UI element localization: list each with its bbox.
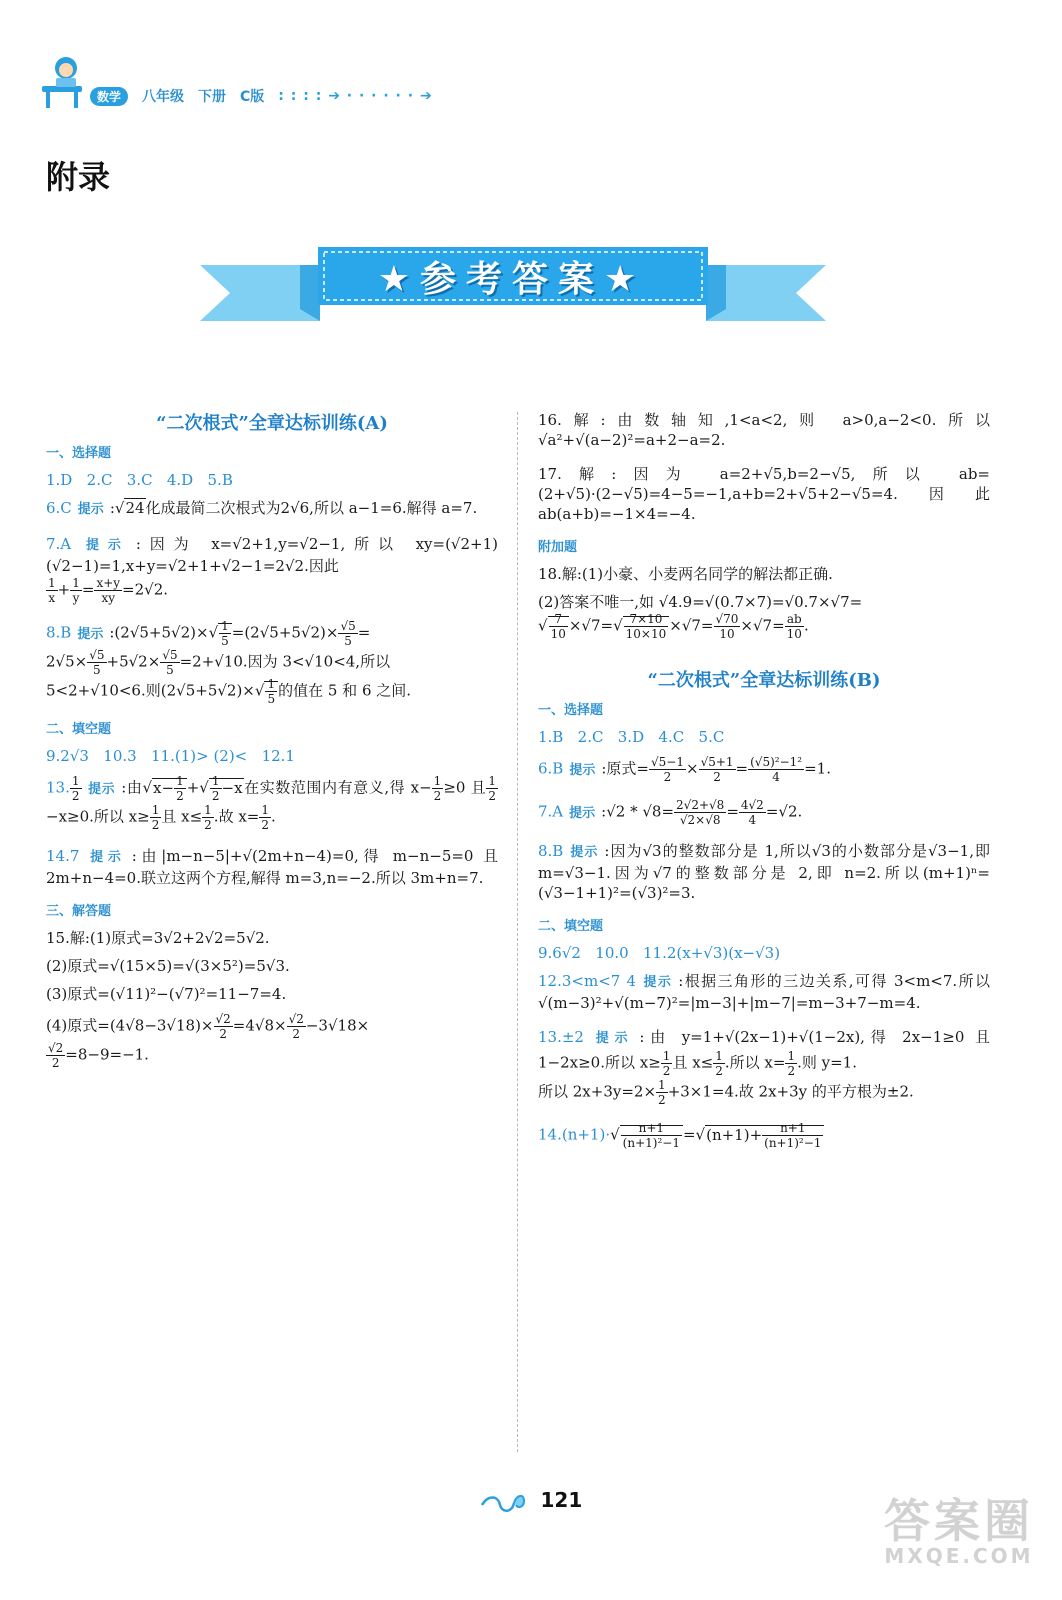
answers-b-1-5: 1.B 2.C 3.D 4.C 5.C: [538, 728, 725, 746]
subheading-extra: 附加题: [538, 540, 578, 555]
answer-15-1: 15.解:(1)原式=3√2+2√2=5√2.: [46, 929, 270, 947]
answer-16: 16.解:由数轴知,1<a<2,则 a>0,a−2<0.所以 √a²+√(a−2)²=a+2−a=2.: [538, 411, 990, 449]
page-title: 附录: [46, 158, 111, 196]
arrow-dots-icon: : : : : ➔ · · · · · · ➔: [278, 88, 433, 104]
answer-18-1: 18.解:(1)小豪、小麦两名同学的解法都正确.: [538, 565, 833, 583]
right-column: [538, 410, 990, 1164]
answer-17: 17.解:因为 a=2+√5,b=2−√5,所以 ab=(2+√5)·(2−√5)=4−5=−1,a+b=2+√5+2−√5=4.因此 ab(a+b)=−1×4=−4.: [538, 465, 990, 523]
subheading-fill-b: 二、填空题: [538, 919, 604, 934]
answer-7: 7.A 提示 :因为 x=√2+1,y=√2−1,所以 xy=(√2+1)(√2−1)=1,x+y=√2+1+√2−1=2√2.因此 $\frac{1}{x}$ + $\frac{1}{y}$ = $\frac{x+y}{xy}$ =2√2.: [46, 535, 498, 605]
watermark-url: MXQE.COM: [884, 1544, 1034, 1568]
watermark: [884, 1494, 1034, 1568]
left-column: [46, 410, 498, 1084]
answers-1-5: 1.D 2.C 3.C 4.D 5.B: [46, 471, 233, 489]
banner-title: ★参考答案★: [377, 258, 647, 300]
edition-label: C版: [240, 89, 265, 105]
answer-6: 6.C 提示 :√24化成最简二次根式为2√6,所以 a−1=6.解得 a=7.: [46, 499, 478, 517]
subheading-solve: 三、解答题: [46, 904, 112, 919]
volume-label: 下册: [198, 89, 227, 105]
answers-b-9-11: 9.6√2 10.0 11.2(x+√3)(x−√3): [538, 944, 781, 962]
answer-b-12: 12.3<m<7 4 提示 :根据三角形的三边关系,可得 3<m<7.所以 √(m−3)²+√(m−7)²=|m−3|+|m−7|=m−3+7−m=4.: [538, 972, 990, 1012]
subheading-choice: 一、选择题: [46, 446, 112, 461]
section-title-a: “二次根式”全章达标训练(A): [156, 413, 388, 434]
answer-b-13: 13.±2 提示 :由 y=1+√(2x−1)+√(1−2x),得 2x−1≥0 且 1−2x≥0.所以 x≥ $\frac{1}{2}$ 且 x≤ $\frac{1}{2}$ .所以 x= $\frac{1}{2}$ .则 y=1. 所以 2x+3y=2× $\frac{1}{2}$ +3×1=4.故 2x+3y 的平方根为±2.: [538, 1028, 990, 1107]
answer-18-2: (2)答案不唯一,如 √4.9=√(0.7×7)=√0.7×√7= √ $\frac{7}{10}$ ×√7=√ $\frac{7\times 10}{10\times 10}$ ×√7= $\frac{√70}{10}$ ×√7= $\frac{ab}{10}$ .: [538, 593, 863, 641]
mascot-icon: [38, 52, 88, 112]
subheading-fill: 二、填空题: [46, 722, 112, 737]
answer-13: 13. $\frac{1}{2}$ 提示 :由√x− $\frac{1}{2}$ +√ $\frac{1}{2}$ −x在实数范围内有意义,得 x− $\frac{1}{2}$ ≥0 且 $\frac{1}{2}$ −x≥0.所以 x≥ $\frac{1}{2}$ 且 x≤ $\frac{1}{2}$ .故 x= $\frac{1}{2}$ .: [46, 774, 496, 832]
answer-15-2: (2)原式=√(15×5)=√(3×5²)=5√3.: [46, 957, 290, 975]
watermark-title: 答案圈: [884, 1494, 1034, 1548]
answer-b-6: 6.B 提示 :原式= $\frac{√5-1}{2}$ × $\frac{√5+1}{2}$ = $\frac{\text{(√5)²−1²}}{4}$ =1.: [538, 755, 831, 784]
answer-15-3: (3)原式=(√11)²−(√7)²=11−7=4.: [46, 985, 287, 1003]
answer-b-14: 14.(n+1)·√ $\frac{n+1}{\text{(n+1)²−1}}$ =√(n+1)+ $\frac{n+1}{\text{(n+1)²−1}}$: [538, 1121, 990, 1150]
answer-14: 14.7 提示 :由|m−n−5|+√(2m+n−4)=0,得 m−n−5=0 且 2m+n−4=0.联立这两个方程,解得 m=3,n=−2.所以 3m+n=7.: [46, 847, 498, 887]
page-header: [38, 52, 438, 112]
answer-15-4: (4)原式=(4√8−3√18)× $\frac{√2}{2}$ =4√8× $\frac{√2}{2}$ −3√18× $\frac{√2}{2}$ =8−9=−1.: [46, 1012, 370, 1070]
column-divider: [517, 412, 518, 1452]
swirl-ornament-icon: [480, 1491, 526, 1515]
answer-b-8: 8.B 提示 :因为√3的整数部分是 1,所以√3的小数部分是√3−1,即 m=√3−1.因为√7的整数部分是 2,即 n=2.所以(m+1)ⁿ=(√3−1+1)²=(√3)²=3.: [538, 842, 990, 902]
answers-9-12: 9.2√3 10.3 11.(1)> (2)< 12.1: [46, 747, 295, 765]
answer-b-7: 7.A 提示 :√2 * √8= $\frac{2√2+√8}{√2\times√8}$ = $\frac{4√2}{4}$ =√2.: [538, 798, 803, 827]
subject-badge: 数学: [90, 87, 128, 106]
grade-label: 八年级: [142, 89, 185, 105]
page-number: 121: [540, 1488, 583, 1512]
answer-8: 8.B 提示 :(2√5+5√2)×√ $\frac{1}{5}$ =(2√5+5√2)× $\frac{√5}{5}$ = 2√5× $\frac{√5}{5}$ +5√2× $\frac{√5}{5}$ =2+√10.因为 3<√10<4,所以 5<2+√10<6.则(2√5+5√2)×√ $\frac{1}{5}$ 的值在 5 和 6 之间.: [46, 619, 412, 706]
subheading-choice-b: 一、选择题: [538, 703, 604, 718]
section-title-b: “二次根式”全章达标训练(B): [647, 670, 881, 691]
